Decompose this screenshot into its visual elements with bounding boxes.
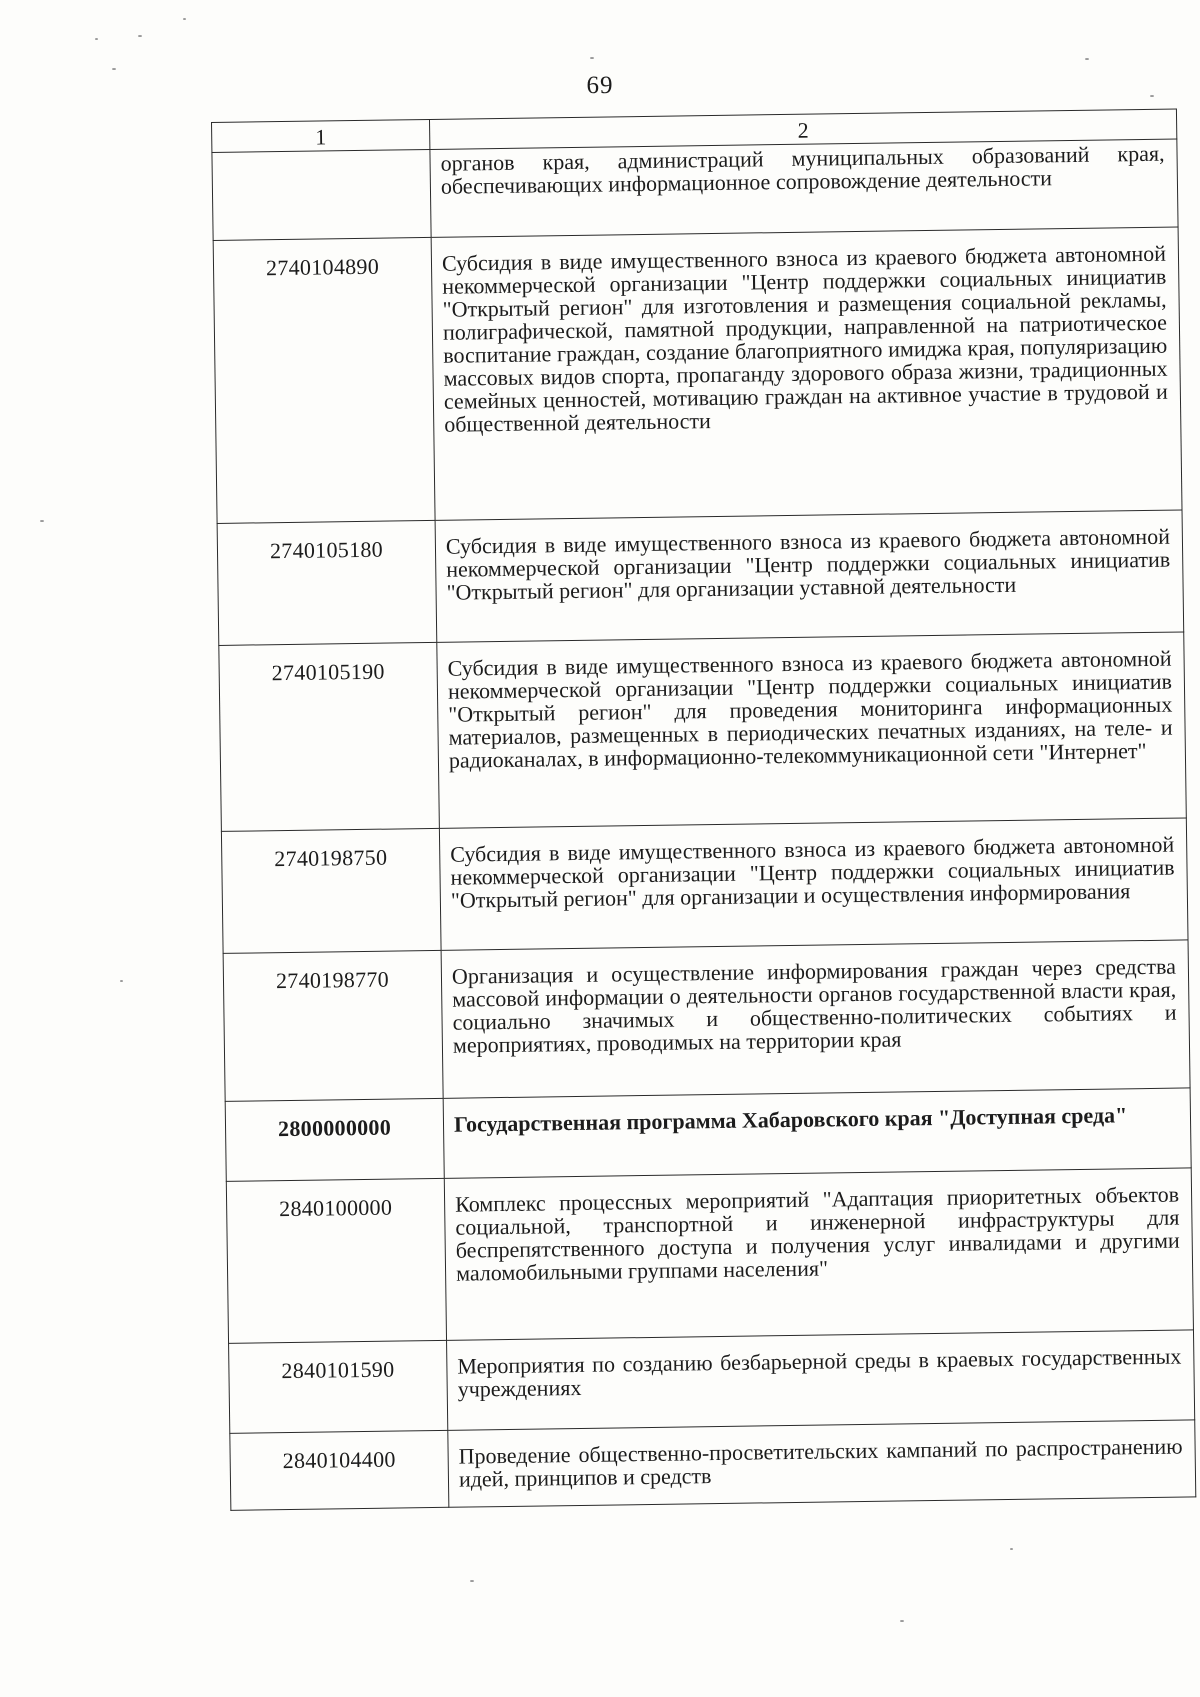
row-code: 2740105180 (217, 520, 437, 645)
row-description: Проведение общественно-просветительских кампаний по распространению идей, принципов и средств (448, 1420, 1196, 1507)
scan-speck (112, 68, 116, 70)
table-row (213, 227, 1182, 523)
row-description: органов края, администраций муниципальных образований края, обеспечивающих информационное сопровождение деятельности (430, 139, 1178, 237)
row-description: Комплекс процессных мероприятий "Адаптация приоритетных объектов социальной, транспортной и инженерной инфраструктуры для беспрепятственного доступа и получения услуг инвалидами и другими маломобильными группами населения" (444, 1168, 1193, 1340)
scan-speck (1150, 95, 1154, 97)
row-code: 2740198750 (221, 828, 441, 953)
row-description: Государственная программа Хабаровского края "Доступная среда" (443, 1088, 1191, 1178)
row-description: Организация и осуществление информирования граждан через средства массовой информации о деятельности органов государственной власти края, социально значимых и общественно-политических событиях и мероприятиях, проводимых на территории края (441, 940, 1190, 1098)
row-description: Субсидия в виде имущественного взноса из краевого бюджета автономной некоммерческой организации "Центр поддержки социальных инициатив "Открытый регион" для организации и осуществления информирования (439, 818, 1188, 950)
row-code: 2840101590 (229, 1340, 448, 1433)
row-code (212, 149, 431, 240)
scan-speck (95, 38, 98, 40)
table-row (217, 510, 1184, 645)
row-code: 2740105190 (219, 642, 440, 831)
row-code: 2840100000 (226, 1178, 446, 1343)
scan-speck (1010, 1548, 1013, 1550)
scan-speck (183, 18, 186, 20)
row-code: 2740198770 (223, 950, 443, 1101)
row-code: 2800000000 (225, 1098, 444, 1181)
table-row (212, 139, 1178, 240)
table-row (226, 1168, 1193, 1343)
row-code: 2840104400 (230, 1430, 449, 1510)
row-description: Субсидия в виде имущественного взноса из краевого бюджета автономной некоммерческой организации "Центр поддержки социальных инициатив "Открытый регион" для проведения мониторинга информационных материалов, размещенных в периодических печатных изданиях, на теле- и радиоканалах, в информационно-телекоммуникационной сети "Интернет" (437, 632, 1187, 828)
table-row-program (225, 1088, 1191, 1181)
table-row (219, 632, 1187, 831)
column-header-1: 1 (212, 119, 430, 152)
budget-code-table (211, 109, 1196, 1511)
scan-speck (138, 35, 142, 37)
scan-speck (590, 57, 594, 59)
scan-speck (40, 520, 44, 522)
table-row (221, 818, 1188, 953)
scan-speck (1085, 58, 1089, 60)
row-code: 2740104890 (213, 237, 435, 523)
scan-speck (470, 1580, 474, 1582)
scan-speck (120, 980, 123, 982)
table-row (229, 1330, 1195, 1433)
column-header-2: 2 (429, 109, 1176, 149)
row-description: Субсидия в виде имущественного взноса из краевого бюджета автономной некоммерческой организации "Центр поддержки социальных инициатив "Открытый регион" для организации уставной деятельности (435, 510, 1184, 642)
scan-speck (900, 1620, 904, 1622)
table-row (223, 940, 1190, 1101)
table-row (230, 1420, 1196, 1510)
row-description: Субсидия в виде имущественного взноса из краевого бюджета автономной некоммерческой организации "Центр поддержки социальных инициатив "Открытый регион" для изготовления и размещения социальной рекламы, полиграфической, памятной продукции, направленной на патриотическое воспитание граждан, создание благоприятного имиджа края, популяризацию массовых видов спорта, пропаганду здорового образа жизни, традиционных семейных ценностей, мотивацию граждан на активное участие в трудовой и общественной деятельности (431, 227, 1182, 520)
row-description: Мероприятия по созданию безбарьерной среды в краевых государственных учреждениях (447, 1330, 1195, 1430)
page-number: 69 (586, 72, 614, 99)
